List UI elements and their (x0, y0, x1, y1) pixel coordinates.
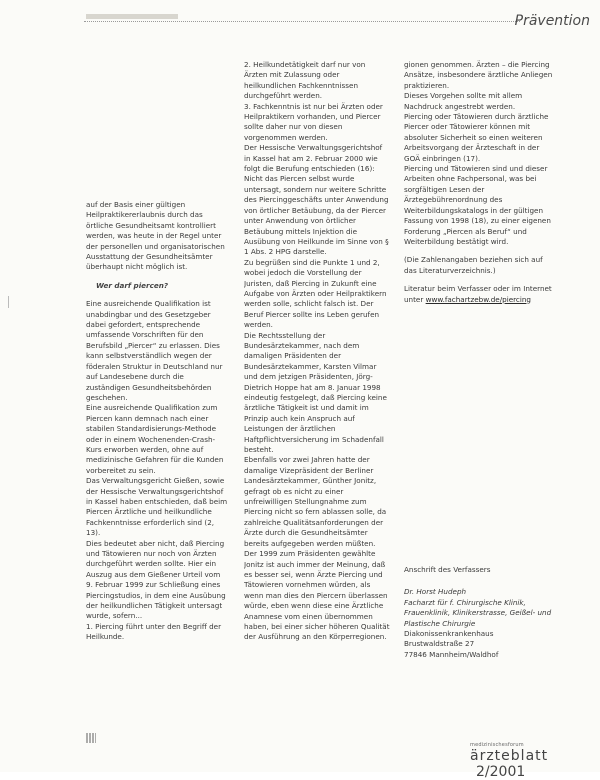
header-decoration (86, 14, 178, 19)
author-organization: Diakonissenkrankenhaus (404, 629, 494, 639)
paragraph: Zu begrüßen sind die Punkte 1 und 2, wobei jedoch die Vorstellung der Juristen, daß Piercing in Zukunft eine Aufgabe von Ärzten oder Heilpraktikern werden solle, schlicht falsch ist. Der Beruf Piercer sollte ins Leben gerufen werden. (244, 257, 387, 330)
author-affiliation: Facharzt für f. Chirurgische Klinik, Frauenklinik, Klinikerstrasse, Geißel- und Plastische Chirurgie (404, 597, 552, 628)
literature-note (404, 284, 554, 305)
margin-mark (8, 296, 13, 308)
list-item: 1. Piercing führt unter den Begriff der Heilkunde. (86, 621, 222, 642)
paragraph: auf der Basis einer gültigen Heilpraktikererlaubnis durch das örtliche Gesundheitsamt kontrolliert werden, was heute in der Regel unter der personellen und organisatorischen Ausstattung der Gesundheitsämter überhaupt nicht möglich ist. (86, 200, 225, 272)
paragraph: Eine ausreichende Qualifikation ist unabdingbar und des Gesetzgeber dabei gefordert, entsprechende umfassende Vorschriften für den Berufsbild „Piercer“ zu erlassen. Dies kann selbstverständlich wegen der föderalen Struktur in Deutschland nur auf Landesebene durch die zuständigen Gesundheitsbehörden geschehen. (86, 299, 223, 402)
literature-link[interactable]: www.fachartzebw.de/piercing (425, 294, 531, 304)
text-column-2 (244, 60, 390, 700)
paragraph: Das Verwaltungsgericht Gießen, sowie der Hessische Verwaltungsgerichtshof in Kassel haben entschieden, daß beim Piercen Ärztliche und heilkundliche Fachkenntnisse erforderlich sind (2, 13). (86, 476, 228, 538)
section-title: Prävention (514, 13, 590, 29)
author-street: Brustwaldstraße 27 (404, 639, 475, 649)
reference-note: (Die Zahlenangaben beziehen sich auf das Literaturverzeichnis.) (404, 255, 543, 275)
list-item: 2. Heilkundetätigkeit darf nur von Ärzten mit Zulassung oder heilkundlichen Fachkenntnissen durchgeführt werden. (244, 60, 366, 101)
paragraph: Eine ausreichende Qualifikation zum Piercen kann demnach nach einer stabilen Standardisierungs-Methode oder in einem Wochenenden-Crash-Kurs erworben werden, ohne auf medizinische Gefahren für die Kunden vorbereitet zu sein. (86, 403, 224, 475)
issue-number: 2/2001 (476, 764, 526, 780)
barcode-mark (86, 733, 96, 743)
paragraph: gionen genommen. Ärzten – die Piercing Ansätze, insbesondere ärztliche Anliegen praktizieren. (404, 60, 553, 90)
paragraph: Piercing und Tätowieren sind und dieser Arbeiten ohne Fachpersonal, was bei sorgfältigen Lesen der Ärztegebührenordnung des Weiterbildungskatalogs in der gültigen Fassung von 1998 (18), zu einer eigenen Forderung „Piercen als Beruf“ und Weiterbildung bestätigt wird. (404, 164, 551, 246)
author-name: Dr. Horst Hudeph (404, 587, 467, 597)
author-city: 77846 Mannheim/Waldhof (404, 649, 499, 659)
author-heading: Anschrift des Verfassers (404, 565, 491, 574)
paragraph: Der Hessische Verwaltungsgerichtshof in Kassel hat am 2. Februar 2000 wie folgt die Berufung entschieden (16): Nicht das Piercen selbst wurde untersagt, sondern nur weitere Schritte des Piercinggeschäfts unter Anwendung von örtlicher Betäubung, da der Piercer unter Anwendung von örtlicher Betäubung mittels Injektion die Ausübung von Heilkunde im Sinne von § 1 Abs. 2 HPG darstelle. (244, 143, 389, 257)
literature-text: Literatur beim Verfasser oder im Internet unter (404, 284, 552, 304)
list-item: 3. Fachkenntnis ist nur bei Ärzten oder Heilpraktikern vorhanden, und Piercer sollte daher nur von diesen vorgenommen werden. (244, 101, 383, 142)
footer-tagline: medizinischesforum (470, 742, 524, 748)
author-address (404, 565, 554, 660)
paragraph: Die Rechtsstellung der Bundesärztekammer, nach dem damaligen Präsidenten der Bundesärztekammer, Karsten Vilmar und dem jetzigen Präsidenten, Jörg-Dietrich Hoppe hat am 8. Januar 1998 eindeutig festgelegt, daß Piercing keine ärztliche Tätigkeit ist und damit im Prinzip auch kein Anspruch auf Leistungen der ärztlichen Haftpflichtversicherung im Schadenfall besteht. (244, 330, 387, 455)
paragraph: Dies bedeutet aber nicht, daß Piercing und Tätowieren nur noch von Ärzten durchgeführt werden sollte. Hier ein Auszug aus dem Gießener Urteil vom 9. Februar 1999 zur Schließung eines Piercingstudios, in dem eine Ausübung der heilkundlichen Tätigkeit untersagt wurde, sofern... (86, 538, 226, 621)
paragraph: Ebenfalls vor zwei Jahren hatte der damalige Vizepräsident der Berliner Landesärztekammer, Günther Jonitz, gefragt ob es nicht zu einer unfreiwilligen Stellungnahme zum Piercing nicht so fern ablassen solle, da zahlreiche Qualitätsanforderungen der Ärzte durch die Gesundheitsämter bereits aufgegeben werden müßten. Der 1999 zum Präsidenten gewählte Jonitz ist auch immer der Meinung, daß es besser sei, wenn Ärzte Piercing und Tätowieren vornehmen würden, als wenn man dies den Piercern überlassen würde, eben wenn diese eine Ärztliche Anamnese vom einen übernommen haben, bei einer sicher höheren Qualität der Ausführung an den Körperregionen. (244, 455, 390, 642)
header-rule (84, 21, 520, 22)
journal-brand: ärzteblatt (470, 748, 549, 764)
paragraph: Piercing oder Tätowieren durch ärztliche Piercer oder Tätowierer können mit absoluter Sicherheit so einen weiteren Arbeitsvorgang der Ärzteschaft in der GOÄ einbringen (17). (404, 112, 549, 163)
text-column-1 (86, 200, 228, 730)
subheading: Wer darf piercen? (96, 280, 169, 290)
footer (470, 748, 600, 780)
paragraph: Dieses Vorgehen sollte mit allem Nachdruck angestrebt werden. (404, 91, 523, 111)
